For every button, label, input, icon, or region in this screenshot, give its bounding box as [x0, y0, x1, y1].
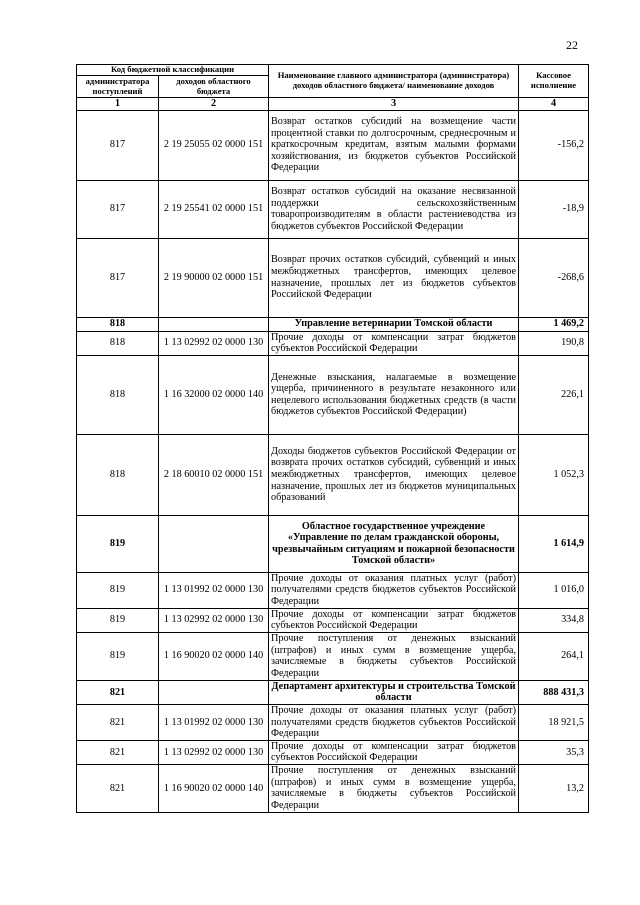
- table-row: [77, 110, 589, 180]
- amount: 190,8: [519, 331, 589, 355]
- revenue-name: Денежные взыскания, налагаемые в возмещение ущерба, причиненного в результате незаконного или нецелевого использования бюджетных средств (в части бюджетов субъектов Российской Федерации): [269, 355, 519, 434]
- revenue-name: Прочие поступления от денежных взысканий (штрафов) и иных сумм в возмещение ущерба, зачисляемые в бюджеты субъектов Российской Федерации: [269, 764, 519, 812]
- admin-code: 821: [77, 740, 159, 764]
- revenue-name: Возврат остатков субсидий на возмещение части процентной ставки по долгосрочным, среднесрочным и краткосрочным кредитам, взятым малыми формами хозяйствования, из бюджетов субъектов Российской Федерации: [269, 110, 519, 180]
- amount: 888 431,3: [519, 680, 589, 704]
- header-amount: Кассовое исполнение: [519, 65, 589, 98]
- amount: 226,1: [519, 355, 589, 434]
- amount: 1 469,2: [519, 317, 589, 331]
- page-number: 22: [566, 38, 578, 52]
- budget-code: 1 13 01992 02 0000 130: [159, 572, 269, 608]
- admin-code: 818: [77, 434, 159, 515]
- table-row-section: [77, 680, 589, 704]
- admin-code: 821: [77, 680, 159, 704]
- admin-code: 818: [77, 317, 159, 331]
- table-row: [77, 704, 589, 740]
- admin-code: 821: [77, 764, 159, 812]
- column-number: 2: [159, 98, 269, 111]
- amount: -156,2: [519, 110, 589, 180]
- budget-code: 1 16 90020 02 0000 140: [159, 764, 269, 812]
- table-row: [77, 740, 589, 764]
- budget-code: 1 13 02992 02 0000 130: [159, 608, 269, 632]
- admin-code: 818: [77, 355, 159, 434]
- admin-code: 819: [77, 608, 159, 632]
- revenue-name: Прочие доходы от компенсации затрат бюджетов субъектов Российской Федерации: [269, 740, 519, 764]
- admin-code: 817: [77, 238, 159, 317]
- table-row: [77, 238, 589, 317]
- amount: -18,9: [519, 180, 589, 238]
- budget-code: 2 19 25541 02 0000 151: [159, 180, 269, 238]
- header-revenue: доходов областного бюджета: [159, 76, 269, 98]
- table-row-section: [77, 317, 589, 331]
- amount: 13,2: [519, 764, 589, 812]
- budget-code: 2 18 60010 02 0000 151: [159, 434, 269, 515]
- amount: 35,3: [519, 740, 589, 764]
- column-number: 1: [77, 98, 159, 111]
- table-row: [77, 434, 589, 515]
- amount: -268,6: [519, 238, 589, 317]
- amount: 1 052,3: [519, 434, 589, 515]
- budget-code: 1 16 32000 02 0000 140: [159, 355, 269, 434]
- amount: 18 921,5: [519, 704, 589, 740]
- budget-code: 1 16 90020 02 0000 140: [159, 632, 269, 680]
- amount: 334,8: [519, 608, 589, 632]
- table-row: [77, 764, 589, 812]
- budget-table: [76, 64, 589, 813]
- budget-code: [159, 515, 269, 572]
- header-name: Наименование главного администратора (администратора) доходов областного бюджета/ наименование доходов: [269, 65, 519, 98]
- revenue-name: Прочие доходы от компенсации затрат бюджетов субъектов Российской Федерации: [269, 608, 519, 632]
- administrator-name: Департамент архитектуры и строительства Томской области: [269, 680, 519, 704]
- administrator-name: Областное государственное учреждение «Управление по делам гражданской обороны, чрезвычайным ситуациям и пожарной безопасности Томской области»: [269, 515, 519, 572]
- budget-code: [159, 317, 269, 331]
- admin-code: 817: [77, 110, 159, 180]
- header-classification: Код бюджетной классификации: [77, 65, 269, 76]
- table-row: [77, 355, 589, 434]
- admin-code: 821: [77, 704, 159, 740]
- administrator-name: Управление ветеринарии Томской области: [269, 317, 519, 331]
- admin-code: 817: [77, 180, 159, 238]
- table-row: [77, 331, 589, 355]
- admin-code: 819: [77, 515, 159, 572]
- amount: 1 016,0: [519, 572, 589, 608]
- budget-code: 1 13 01992 02 0000 130: [159, 704, 269, 740]
- revenue-name: Прочие поступления от денежных взысканий (штрафов) и иных сумм в возмещение ущерба, зачисляемые в бюджеты субъектов Российской Федерации: [269, 632, 519, 680]
- revenue-name: Прочие доходы от оказания платных услуг (работ) получателями средств бюджетов субъектов Российской Федерации: [269, 704, 519, 740]
- table-row: [77, 632, 589, 680]
- table-row: [77, 608, 589, 632]
- column-number: 4: [519, 98, 589, 111]
- header-admin: администратора поступлений: [77, 76, 159, 98]
- revenue-name: Прочие доходы от оказания платных услуг (работ) получателями средств бюджетов субъектов Российской Федерации: [269, 572, 519, 608]
- budget-code: [159, 680, 269, 704]
- revenue-name: Доходы бюджетов субъектов Российской Федерации от возврата прочих остатков субсидий, субвенций и иных межбюджетных трансфертов, имеющих целевое назначение, прошлых лет из бюджетов муниципальных образований: [269, 434, 519, 515]
- amount: 1 614,9: [519, 515, 589, 572]
- table-row: [77, 572, 589, 608]
- revenue-name: Возврат остатков субсидий на оказание несвязанной поддержки сельскохозяйственным товаропроизводителям в области растениеводства из бюджетов субъектов Российской Федерации: [269, 180, 519, 238]
- admin-code: 819: [77, 572, 159, 608]
- table-row-section: [77, 515, 589, 572]
- budget-code: 1 13 02992 02 0000 130: [159, 331, 269, 355]
- admin-code: 819: [77, 632, 159, 680]
- budget-code: 2 19 25055 02 0000 151: [159, 110, 269, 180]
- budget-code: 1 13 02992 02 0000 130: [159, 740, 269, 764]
- table-row: [77, 180, 589, 238]
- admin-code: 818: [77, 331, 159, 355]
- revenue-name: Прочие доходы от компенсации затрат бюджетов субъектов Российской Федерации: [269, 331, 519, 355]
- column-number: 3: [269, 98, 519, 111]
- amount: 264,1: [519, 632, 589, 680]
- revenue-name: Возврат прочих остатков субсидий, субвенций и иных межбюджетных трансфертов, имеющих целевое назначение, прошлых лет из бюджетов субъектов Российской Федерации: [269, 238, 519, 317]
- budget-code: 2 19 90000 02 0000 151: [159, 238, 269, 317]
